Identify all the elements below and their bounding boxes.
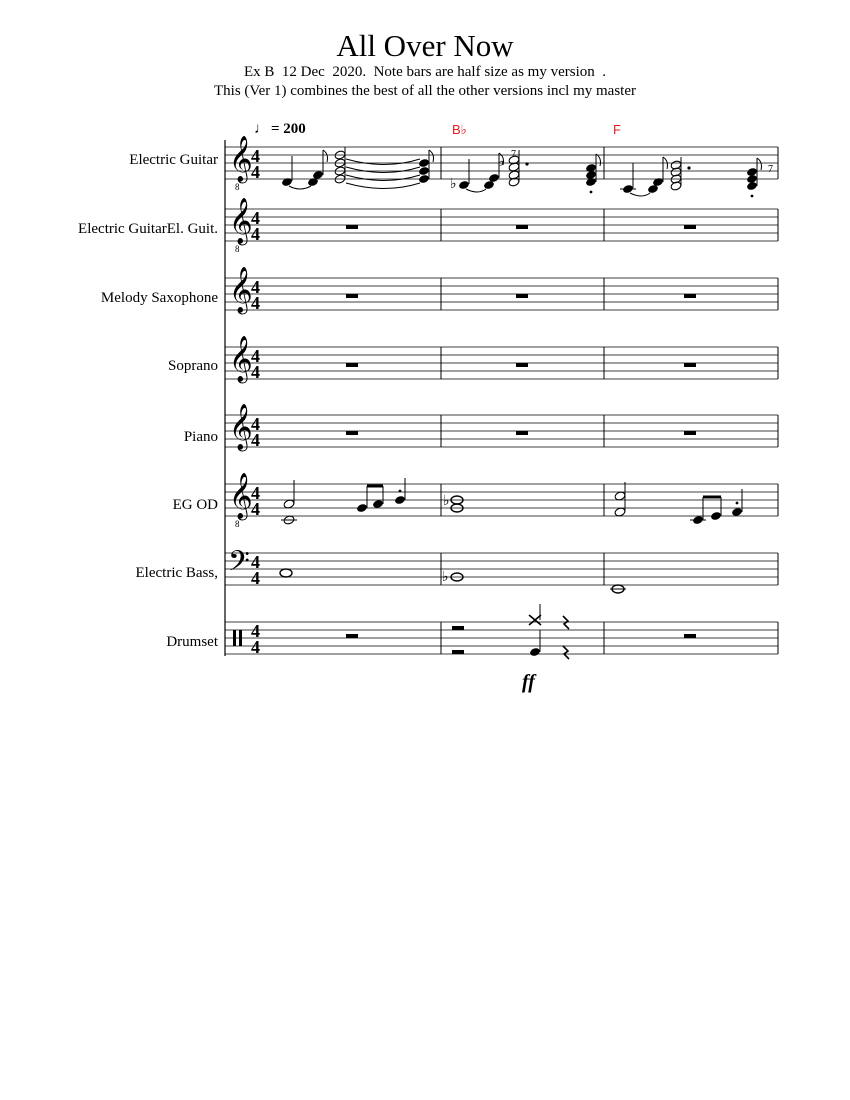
svg-text:4: 4 xyxy=(251,430,260,450)
svg-text:4: 4 xyxy=(251,362,260,382)
dynamic-marking-ff: ff xyxy=(522,671,535,693)
chord-symbol-b-flat: B♭ xyxy=(452,122,467,137)
svg-text:4: 4 xyxy=(251,146,260,166)
svg-text:4: 4 xyxy=(251,568,260,588)
svg-text:♭: ♭ xyxy=(450,176,457,192)
svg-text:♭: ♭ xyxy=(442,569,449,585)
score-subtitle-2: This (Ver 1) combines the best of all the other versions incl my master xyxy=(214,83,636,99)
svg-text:♭: ♭ xyxy=(498,154,505,170)
treble-clef-icon: 𝄞 xyxy=(229,267,253,313)
svg-text:4: 4 xyxy=(251,208,260,228)
bass-clef-icon: 𝄢 xyxy=(228,545,250,585)
svg-text:4: 4 xyxy=(251,499,260,519)
instrument-name-electric-bass: Electric Bass, xyxy=(135,565,218,581)
drumset-notes xyxy=(452,604,569,659)
instrument-name-eg-od: EG OD xyxy=(172,497,218,513)
time-signatures xyxy=(251,146,260,657)
instrument-name-electric-guitar: Electric Guitar xyxy=(129,152,218,168)
eg-od-notes xyxy=(281,478,743,525)
svg-text:4: 4 xyxy=(251,293,260,313)
octave-8-marker: 8 xyxy=(235,519,240,529)
svg-text:4: 4 xyxy=(251,552,260,572)
svg-text:4: 4 xyxy=(251,162,260,182)
staff-eg-od xyxy=(225,484,778,516)
treble-clef-icon: 𝄞 xyxy=(229,198,253,244)
tempo-marking: ♩ = 200 xyxy=(254,121,306,137)
instrument-name-electric-guitar-2: Electric GuitarEl. Guit. xyxy=(78,221,218,237)
treble-clef-icon: 𝄞 xyxy=(229,336,253,382)
barlines xyxy=(441,147,778,654)
treble-clef-icon: 𝄞 xyxy=(229,136,253,182)
treble-clef-icon: 𝄞 xyxy=(229,404,253,450)
svg-text:4: 4 xyxy=(251,346,260,366)
clefs xyxy=(228,136,253,585)
staff-lines xyxy=(225,147,778,654)
instrument-name-melody-saxophone: Melody Saxophone xyxy=(100,290,218,306)
score-title: All Over Now xyxy=(336,28,514,63)
chord-symbol-f: F xyxy=(613,122,621,137)
octave-8-marker: 8 xyxy=(235,182,240,192)
svg-text:7: 7 xyxy=(768,164,773,175)
quarter-note-icon: ♩ xyxy=(254,121,269,137)
measure-rests xyxy=(346,225,696,638)
score-subtitle-1: Ex B 12 Dec 2020. Note bars are half size as my version . xyxy=(244,64,606,80)
electric-bass-notes xyxy=(280,569,626,593)
instrument-name-drumset: Drumset xyxy=(166,634,218,650)
octave-8-marker: 8 xyxy=(235,244,240,254)
svg-text:7: 7 xyxy=(511,149,516,160)
svg-text:♭: ♭ xyxy=(443,493,450,509)
svg-text:4: 4 xyxy=(251,483,260,503)
svg-text:4: 4 xyxy=(251,224,260,244)
svg-text:4: 4 xyxy=(251,277,260,297)
electric-guitar-notes xyxy=(281,147,773,197)
instrument-name-piano: Piano xyxy=(183,429,218,445)
svg-text:4: 4 xyxy=(251,414,260,434)
svg-text:4: 4 xyxy=(251,637,260,657)
svg-text:4: 4 xyxy=(251,621,260,641)
instrument-name-soprano: Soprano xyxy=(168,358,218,374)
treble-clef-icon: 𝄞 xyxy=(229,473,253,519)
staff-electric-bass xyxy=(225,553,778,585)
